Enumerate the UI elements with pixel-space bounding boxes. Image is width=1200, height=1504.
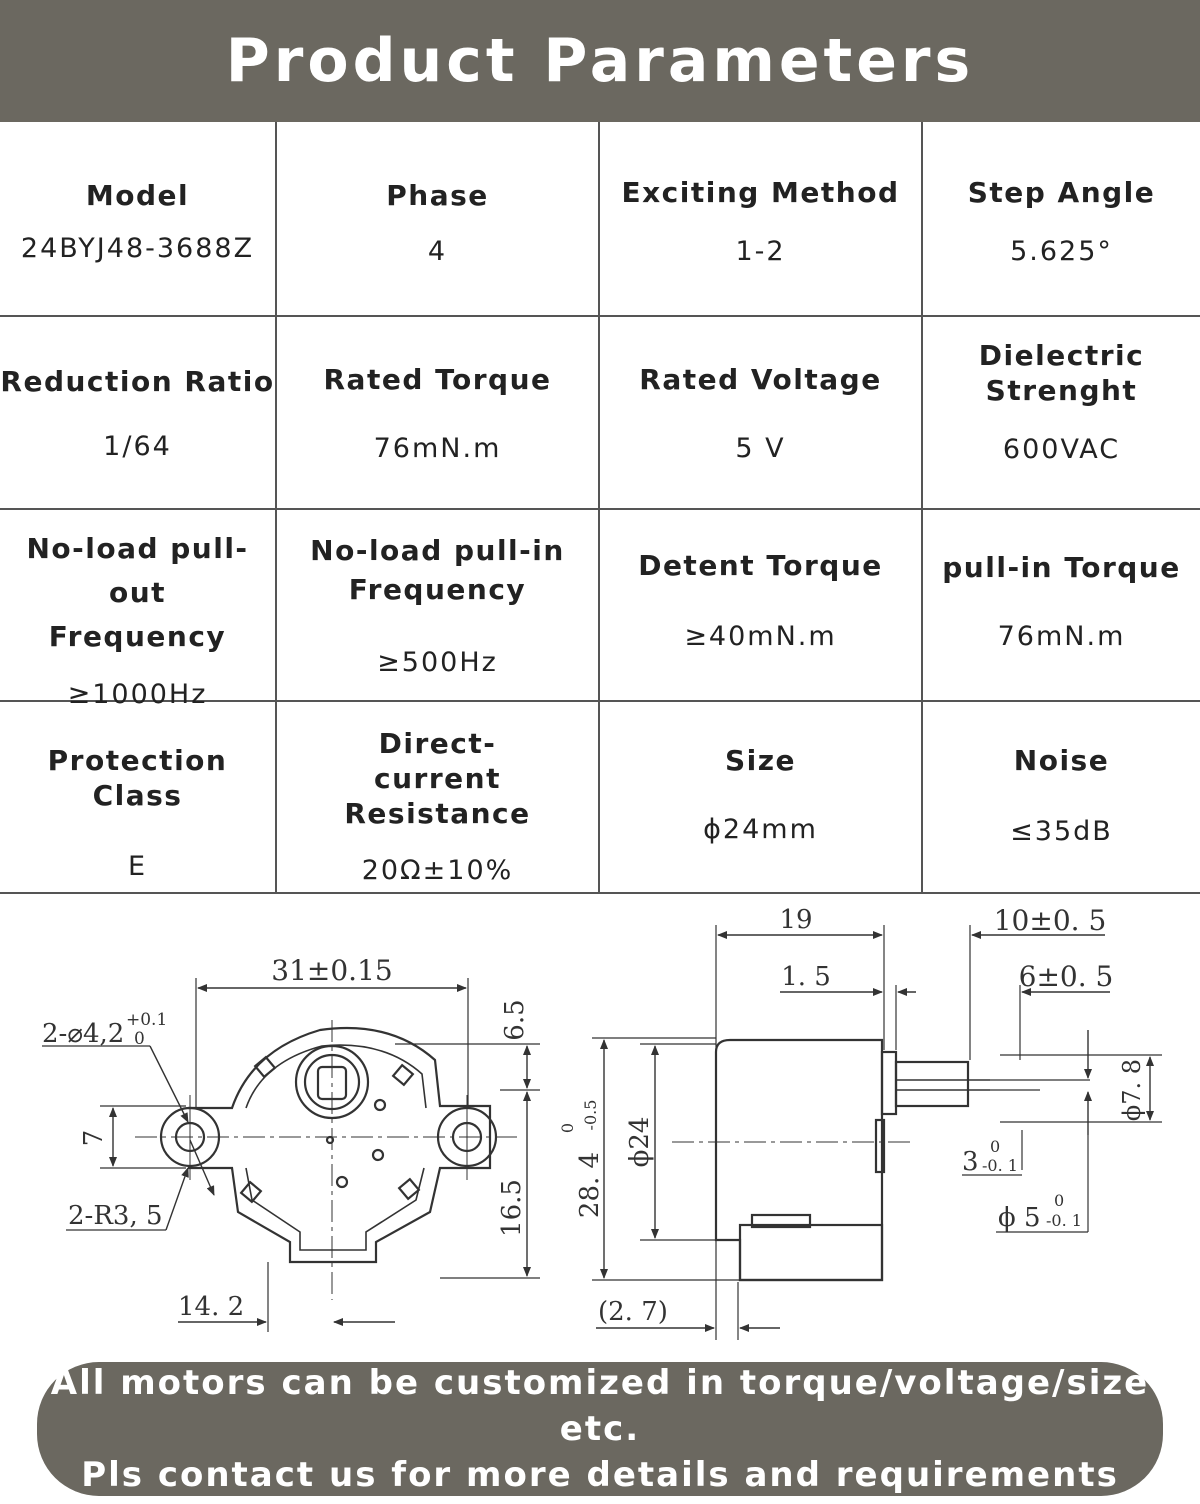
param-label: Reduction Ratio [0, 365, 275, 398]
footer-line-2: Pls contact us for more details and requirements [81, 1455, 1119, 1495]
param-cell-detent-torque [600, 548, 921, 652]
dim-shaft-diameter-tolerance-zero: 0 [1054, 1191, 1065, 1210]
param-value: 76mN.m [373, 433, 502, 464]
dim-boss-diameter-label: ϕ7. 8 [1118, 1058, 1146, 1122]
param-cell-rated-voltage [600, 362, 921, 464]
dim-height-bottom-label: 16.5 [497, 1179, 527, 1237]
param-label: Step Angle [967, 176, 1156, 209]
param-value: ≥500Hz [377, 647, 498, 678]
param-label: Phase [386, 179, 489, 212]
param-cell-dielectric-strength [923, 338, 1200, 465]
param-value: 20Ω±10% [361, 855, 514, 886]
param-label: Rated Voltage [639, 363, 882, 396]
param-label: pull-in Torque [942, 551, 1181, 584]
param-value: ≥1000Hz [67, 679, 208, 710]
technical-drawing [0, 896, 1200, 1356]
table-row-divider [0, 892, 1200, 894]
param-value: ≤35dB [1010, 816, 1113, 847]
dim-holes-tolerance-plus: +0.1 [126, 1010, 168, 1030]
param-label: Rated Torque [323, 363, 552, 396]
dim-total-height-tolerance-minus: -0.5 [581, 1099, 600, 1131]
param-cell-step-angle [923, 175, 1200, 267]
dim-flat-width-label: 3 [962, 1147, 979, 1177]
parameter-table [0, 122, 1200, 894]
param-label: Size [724, 744, 797, 777]
dim-holes-tolerance-zero: 0 [134, 1029, 145, 1049]
dim-flat-length-label: 6±0. 5 [1018, 960, 1114, 993]
dim-flat-width-tolerance-minus: -0. 1 [982, 1156, 1018, 1175]
param-value: 5.625° [1010, 236, 1113, 267]
param-label: No-load pull-out Frequency [26, 532, 249, 653]
param-cell-rated-torque [277, 362, 598, 464]
dim-body-diameter-label: ϕ24 [625, 1116, 655, 1168]
dim-width-label: 31±0.15 [271, 954, 393, 987]
param-label: Dielectric Strenght [978, 339, 1145, 407]
dim-body-length-label: 19 [779, 905, 813, 935]
param-cell-size [600, 743, 921, 845]
param-cell-model [0, 178, 275, 264]
customization-banner [37, 1362, 1163, 1496]
param-cell-pull-in-frequency [277, 531, 598, 678]
param-value: 4 [427, 236, 448, 267]
param-value: 5 V [735, 433, 786, 464]
param-cell-phase [277, 178, 598, 267]
param-label: Protection Class [47, 744, 228, 812]
param-cell-noise [923, 743, 1200, 847]
dim-shaft-length-label: 10±0. 5 [993, 904, 1107, 937]
dim-shaft-diameter-label: ϕ 5 [998, 1203, 1041, 1233]
dim-holes-label: 2-⌀4,2 [42, 1019, 125, 1049]
param-label: Detent Torque [638, 549, 883, 582]
dim-flat-width-tolerance-zero: 0 [990, 1137, 1001, 1156]
param-cell-exciting-method [600, 175, 921, 267]
dim-total-height-tolerance-zero: 0 [558, 1122, 577, 1134]
param-value: E [127, 851, 148, 882]
table-row-divider [0, 315, 1200, 317]
dim-offset-label: 14. 2 [178, 1292, 245, 1322]
dim-height-top-label: 6.5 [500, 999, 530, 1041]
header-banner [0, 0, 1200, 122]
param-value: ≥40mN.m [684, 621, 837, 652]
param-value: 600VAC [1002, 434, 1121, 465]
param-cell-pull-in-torque [923, 550, 1200, 652]
dim-radius-label: 2-R3, 5 [68, 1201, 163, 1231]
dim-hole-spacing-label: 7 [79, 1129, 109, 1147]
param-label: Exciting Method [621, 176, 900, 209]
param-label: Noise [1013, 744, 1110, 777]
param-value: 1/64 [103, 431, 172, 462]
param-value: 1-2 [735, 236, 786, 267]
param-value: 76mN.m [997, 621, 1126, 652]
param-label: Model [85, 179, 190, 212]
dim-connector-offset-label: (2. 7) [598, 1297, 668, 1327]
footer-line-1: All motors can be customized in torque/voltage/size etc. [50, 1363, 1150, 1449]
dim-flange-label: 1. 5 [781, 962, 831, 992]
param-label: No-load pull-in Frequency [310, 534, 565, 606]
page-title: Product Parameters [225, 26, 975, 96]
table-row-divider [0, 508, 1200, 510]
param-value: 24BYJ48-3688Z [20, 233, 255, 264]
param-value: ϕ24mm [703, 814, 818, 845]
param-cell-protection-class [0, 743, 275, 882]
param-cell-dc-resistance [277, 726, 598, 886]
dim-total-height-label: 28. 4 [575, 1151, 605, 1219]
dim-shaft-diameter-tolerance-minus: -0. 1 [1046, 1211, 1082, 1230]
param-cell-reduction-ratio [0, 364, 275, 462]
param-label: Direct-current Resistance [344, 727, 531, 830]
param-cell-pull-out-frequency [0, 527, 275, 710]
